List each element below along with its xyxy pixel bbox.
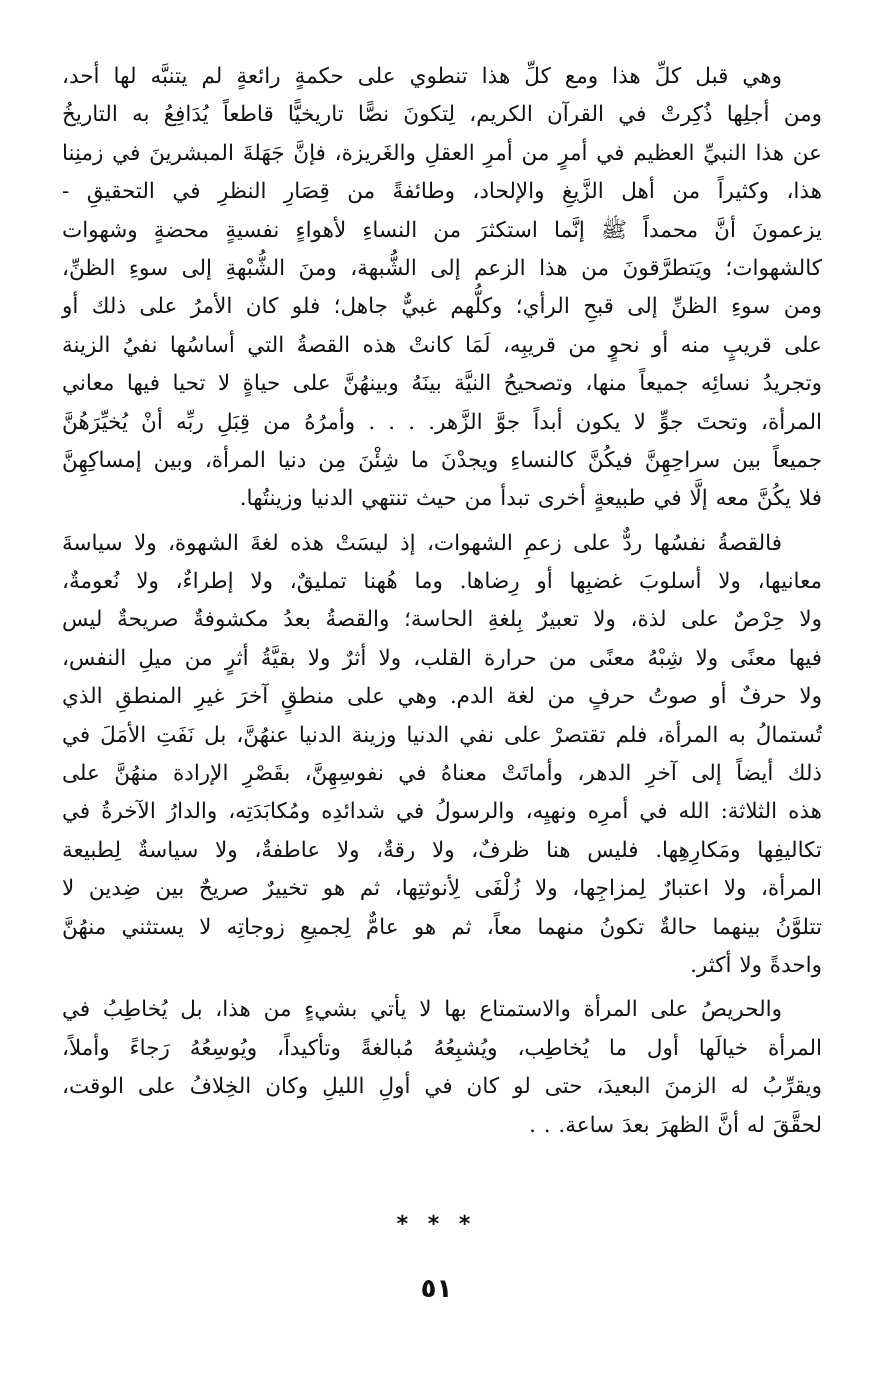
text-line: ولا حِرْصٌ على لذة، ولا تعبيرٌ بِلغةِ الحاسة؛ والقصةُ بعدُ مكشوفةٌ صريحةٌ ليس [62,607,822,633]
text-line: تُستمالُ به المرأة، فلم تقتصرْ على نفي الدنيا وزينة الدنيا عنهُنَّ، بل نَفَتِ الأمَلَ في [62,722,822,748]
paragraph-1 [62,58,822,519]
text-line: على قريبٍ منه أو نحوٍ من قريبِه، لَمَا كانتْ هذه القصةُ التي أساسُها نفيُ الزينة [62,332,822,358]
text-line: المرأة، وتحتَ جوٍّ لا يكون أبداً جوَّ الزَّهر. . . . وأمرُهُ من قِبَلِ ربِّه أنْ يُخيِّرَهُنَّ [62,409,822,435]
page-number: ٥١ [420,1274,453,1304]
text-line: فيها معنًى ولا شِبْهُ معنًى من حرارة القلب، ولا أثرٌ ولا بقيَّةُ أثرٍ من ميلِ النفس، [62,645,822,671]
text-line: تتلوَّنُ بينهما حالةٌ تكونُ منهما معاً، ثم هو عامٌّ لِجميعِ زوجاتِه لا يستثني منهُنَّ [62,914,822,940]
text-line: جميعاً بين سراحِهِنَّ فيكُنَّ كالنساءِ ويجدْنَ ما شِئْنَ مِن دنيا المرأة، وبين إمساكِهِنَّ [62,447,822,473]
text-line: ولا حرفٌ أو صوتُ حرفٍ من لغة الدم. وهي على منطقٍ آخرَ غيرِ المنطقِ الذي [62,684,822,710]
text-line: هذه الثلاثة: الله في أمرِه ونهيِه، والرسولُ في شدائدِه ومُكابَدَتِه، والدارُ الآخرةُ في [62,799,822,825]
text-line: معانيها، ولا أسلوبَ غضبِها أو رِضاها. وما هُهنا تمليقٌ، ولا إطراءٌ، ولا نُعومةٌ، [62,569,822,595]
text-line: ويقرِّبُ له الزمنَ البعيدَ، حتى لو كان في أولِ الليلِ وكان الخِلافُ على الوقت، [62,1074,822,1100]
paragraph-2 [62,525,822,986]
section-separator: * * * [396,1212,477,1237]
text-line: المرأة، ولا اعتبارٌ لِمزاجِها، ولا زُلْفَى لِأنوثتِها، ثم هو تخييرٌ صريحٌ بين ضِدين لا [62,876,822,902]
text-line: المرأة خيالَها أول ما يُخاطِب، ويُشبِعُهُ مُبالغةً وتأكيداً، ويُوسِعُهُ رَجاءً وأملاً، [62,1035,822,1061]
text-line: كالشهوات؛ ويَتطرَّقونَ من هذا الزعم إلى الشُّبهة، ومنَ الشُّبْهةِ إلى سوءِ الظنِّ، [62,255,822,281]
text-line: فلا يكُنَّ معه إلَّا في طبيعةٍ أخرى تبدأ من حيث تنتهي الدنيا وزينتُها. [239,486,822,512]
text-line: فالقصةُ نفسُها ردٌّ على زعمِ الشهوات، إذ ليسَتْ هذه لغةَ الشهوة، ولا سياسةَ [62,530,782,556]
text-line: وتجريدُ نسائِه جميعاً منها، وتصحيحُ النيَّة بينَهُ وبينهُنَّ على حياةٍ لا تحيا فيها معاني [62,371,822,397]
text-line: لحقَّقَ له أنَّ الظهرَ بعدَ ساعة. . . [529,1112,822,1138]
text-line: واحدةً ولا أكثر. [690,952,822,978]
text-line: يزعمونَ أنَّ محمداً ﷺ إنَّما استكثرَ من النساءِ لأهواءٍ نفسيةٍ محضةٍ وشهوات [62,217,822,243]
text-line: ذلك أيضاً إلى آخرِ الدهر، وأماتَتْ معناهُ في نفوسِهِنَّ، بقَصْرِ الإرادة منهُنَّ على [62,761,822,787]
page-body [62,58,822,1151]
text-line: ومن أجلِها ذُكِرتْ في القرآن الكريم، لِتكونَ نصًّا تاريخيًّا قاطعاً يُدَافِعُ به التاريخُ [62,102,822,128]
paragraph-3 [62,991,822,1145]
text-line: والحريصُ على المرأة والاستمتاع بها لا يأتي بشيءٍ من هذا، بل يُخاطِبُ في [62,997,782,1023]
text-line: هذا، وكثيراً من أهل الزَّيغِ والإلحاد، وطائفةً من قِصَارِ النظرِ في التحقيقِ - [62,179,822,205]
text-line: ومن سوءِ الظنِّ إلى قبحِ الرأي؛ وكلُّهم غبيٌّ جاهل؛ فلو كان الأمرُ على ذلك أو [62,294,822,320]
text-line: عن هذا النبيِّ العظيم في أمرٍ من أمرِ العقلِ والغَريزة، فإنَّ جَهَلةَ المبشرينَ في زمنِنا [62,140,822,166]
text-line: تكاليفِها ومَكارِهِها. فليس هنا ظرفٌ، ولا رقةٌ، ولا عاطفةٌ، ولا سياسةٌ لِطبيعة [62,837,822,863]
text-line: وهي قبل كلِّ هذا ومع كلِّ هذا تنطوي على حكمةٍ رائعةٍ لم يتنبَّه لها أحد، [62,64,782,89]
